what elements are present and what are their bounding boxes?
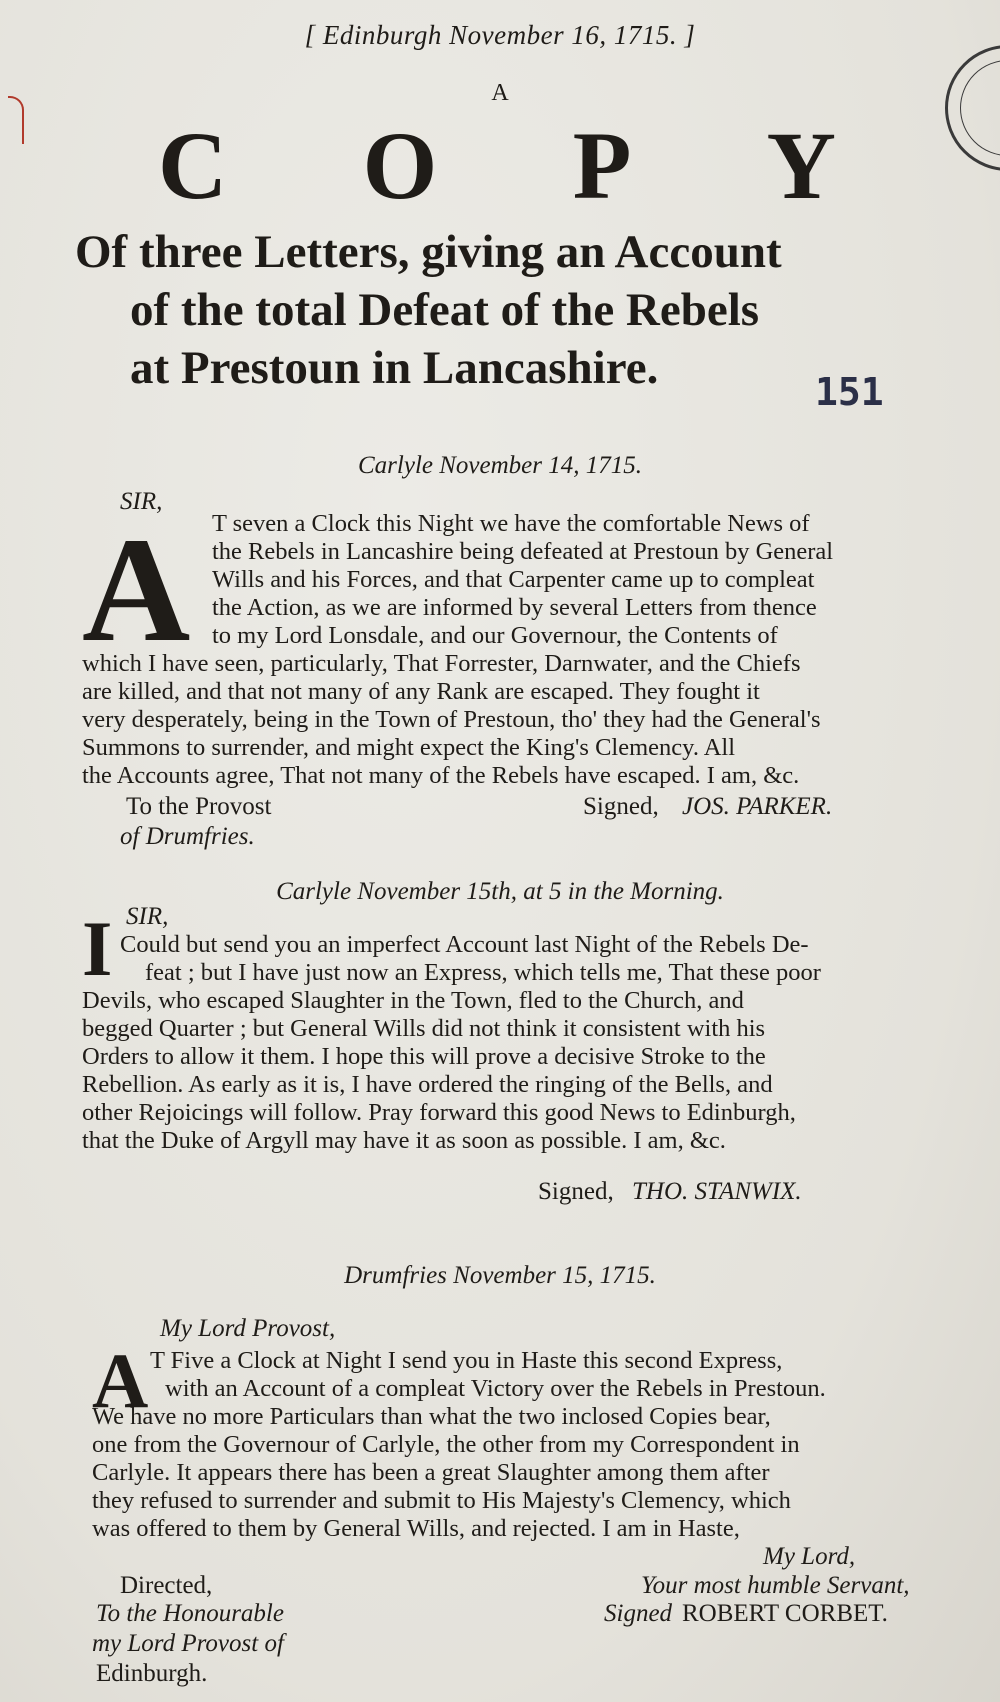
letter3-line: one from the Governour of Carlyle, the other from my Correspondent in [92, 1431, 800, 1458]
title-letter: C [158, 112, 230, 219]
letter1-signer: JOS. PARKER. [682, 793, 833, 820]
letter3-salutation: My Lord Provost, [160, 1315, 336, 1342]
letter3-signed-label: Signed [604, 1600, 673, 1627]
title-letter: Y [766, 112, 838, 219]
title-article: A [491, 80, 509, 106]
title-letter: O [362, 112, 440, 219]
letter1-recipient: of Drumfries. [120, 823, 255, 850]
letter1-line: are killed, and that not many of any Rank are escaped. They fought it [82, 678, 760, 705]
letter1-salutation: SIR, [120, 488, 163, 515]
letter1-line: Wills and his Forces, and that Carpenter came up to compleat [212, 566, 815, 593]
letter2-line: Devils, who escaped Slaughter in the Town, fled to the Church, and [82, 987, 744, 1014]
letter3-line: We have no more Particulars than what the two inclosed Copies bear, [92, 1403, 771, 1430]
letter3-line: Carlyle. It appears there has been a great Slaughter among them after [92, 1459, 770, 1486]
letter2-line: that the Duke of Argyll may have it as soon as possible. I am, &c. [82, 1127, 726, 1154]
letter3-closing: Your most humble Servant, [641, 1572, 910, 1599]
letter3-address: my Lord Provost of [92, 1630, 284, 1657]
shelf-number: 151 [815, 370, 884, 414]
letter1-line: the Action, as we are informed by several Letters from thence [212, 594, 817, 621]
letter1-recipient: To the Provost [126, 793, 272, 820]
letter2-line: other Rejoicings will follow. Pray forward this good News to Edinburgh, [82, 1099, 796, 1126]
letter1-line: very desperately, being in the Town of Prestoun, tho' they had the General's [82, 706, 821, 733]
letter3-directed: Directed, [120, 1572, 213, 1599]
letter2-line: feat ; but I have just now an Express, which tells me, That these poor [145, 959, 821, 986]
subtitle-line: of the total Defeat of the Rebels [130, 284, 760, 336]
letter2-line: Orders to allow it them. I hope this will prove a decisive Stroke to the [82, 1043, 766, 1070]
letter3-line: T Five a Clock at Night I send you in Haste this second Express, [150, 1347, 783, 1374]
letter3-line: with an Account of a compleat Victory over the Rebels in Prestoun. [165, 1375, 826, 1402]
letter3-dropcap: A [92, 1337, 149, 1424]
letter2-signed-label: Signed, [538, 1178, 614, 1205]
letter2-salutation: SIR, [126, 903, 169, 930]
letter1-place-date: Carlyle November 14, 1715. [358, 452, 642, 479]
letter1-signed-label: Signed, [583, 793, 659, 820]
letter1-line: the Rebels in Lancashire being defeated at Prestoun by General [212, 538, 834, 565]
letter1-line: to my Lord Lonsdale, and our Governour, the Contents of [212, 622, 778, 649]
letter1-line: which I have seen, particularly, That Forrester, Darnwater, and the Chiefs [82, 650, 801, 677]
letter2-signer: THO. STANWIX. [632, 1178, 802, 1205]
letter1-line: Summons to surrender, and might expect the King's Clemency. All [82, 734, 736, 761]
letter3-address: Edinburgh. [96, 1660, 208, 1687]
letter2-place-date: Carlyle November 15th, at 5 in the Morning. [276, 878, 724, 905]
letter2-line: begged Quarter ; but General Wills did not think it consistent with his [82, 1015, 766, 1042]
subtitle-line: at Prestoun in Lancashire. [130, 342, 659, 394]
subtitle-line: Of three Letters, giving an Account [75, 226, 782, 278]
letter3-closing: My Lord, [763, 1543, 856, 1570]
letter2-line: Could but send you an imperfect Account last Night of the Rebels De- [120, 931, 809, 958]
letter3-place-date: Drumfries November 15, 1715. [344, 1262, 656, 1289]
library-stamp-seal [945, 45, 1000, 171]
letter2-line: Rebellion. As early as it is, I have ordered the ringing of the Bells, and [82, 1071, 773, 1098]
letter3-line: they refused to surrender and submit to His Majesty's Clemency, which [92, 1487, 791, 1514]
letter1-dropcap: A [82, 507, 191, 673]
letter3-signer: ROBERT CORBET. [682, 1600, 888, 1627]
letter1-line: the Accounts agree, That not many of the Rebels have escaped. I am, &c. [82, 762, 800, 789]
dateline: [ Edinburgh November 16, 1715. ] [304, 20, 696, 50]
title-letter: P [572, 112, 634, 219]
letter1-line: T seven a Clock this Night we have the comfortable News of [212, 510, 810, 537]
letter3-line: was offered to them by General Wills, and rejected. I am in Haste, [92, 1515, 740, 1542]
title-copy [158, 112, 838, 219]
letter3-address: To the Honourable [96, 1600, 284, 1627]
letter2-dropcap: I [82, 905, 113, 992]
